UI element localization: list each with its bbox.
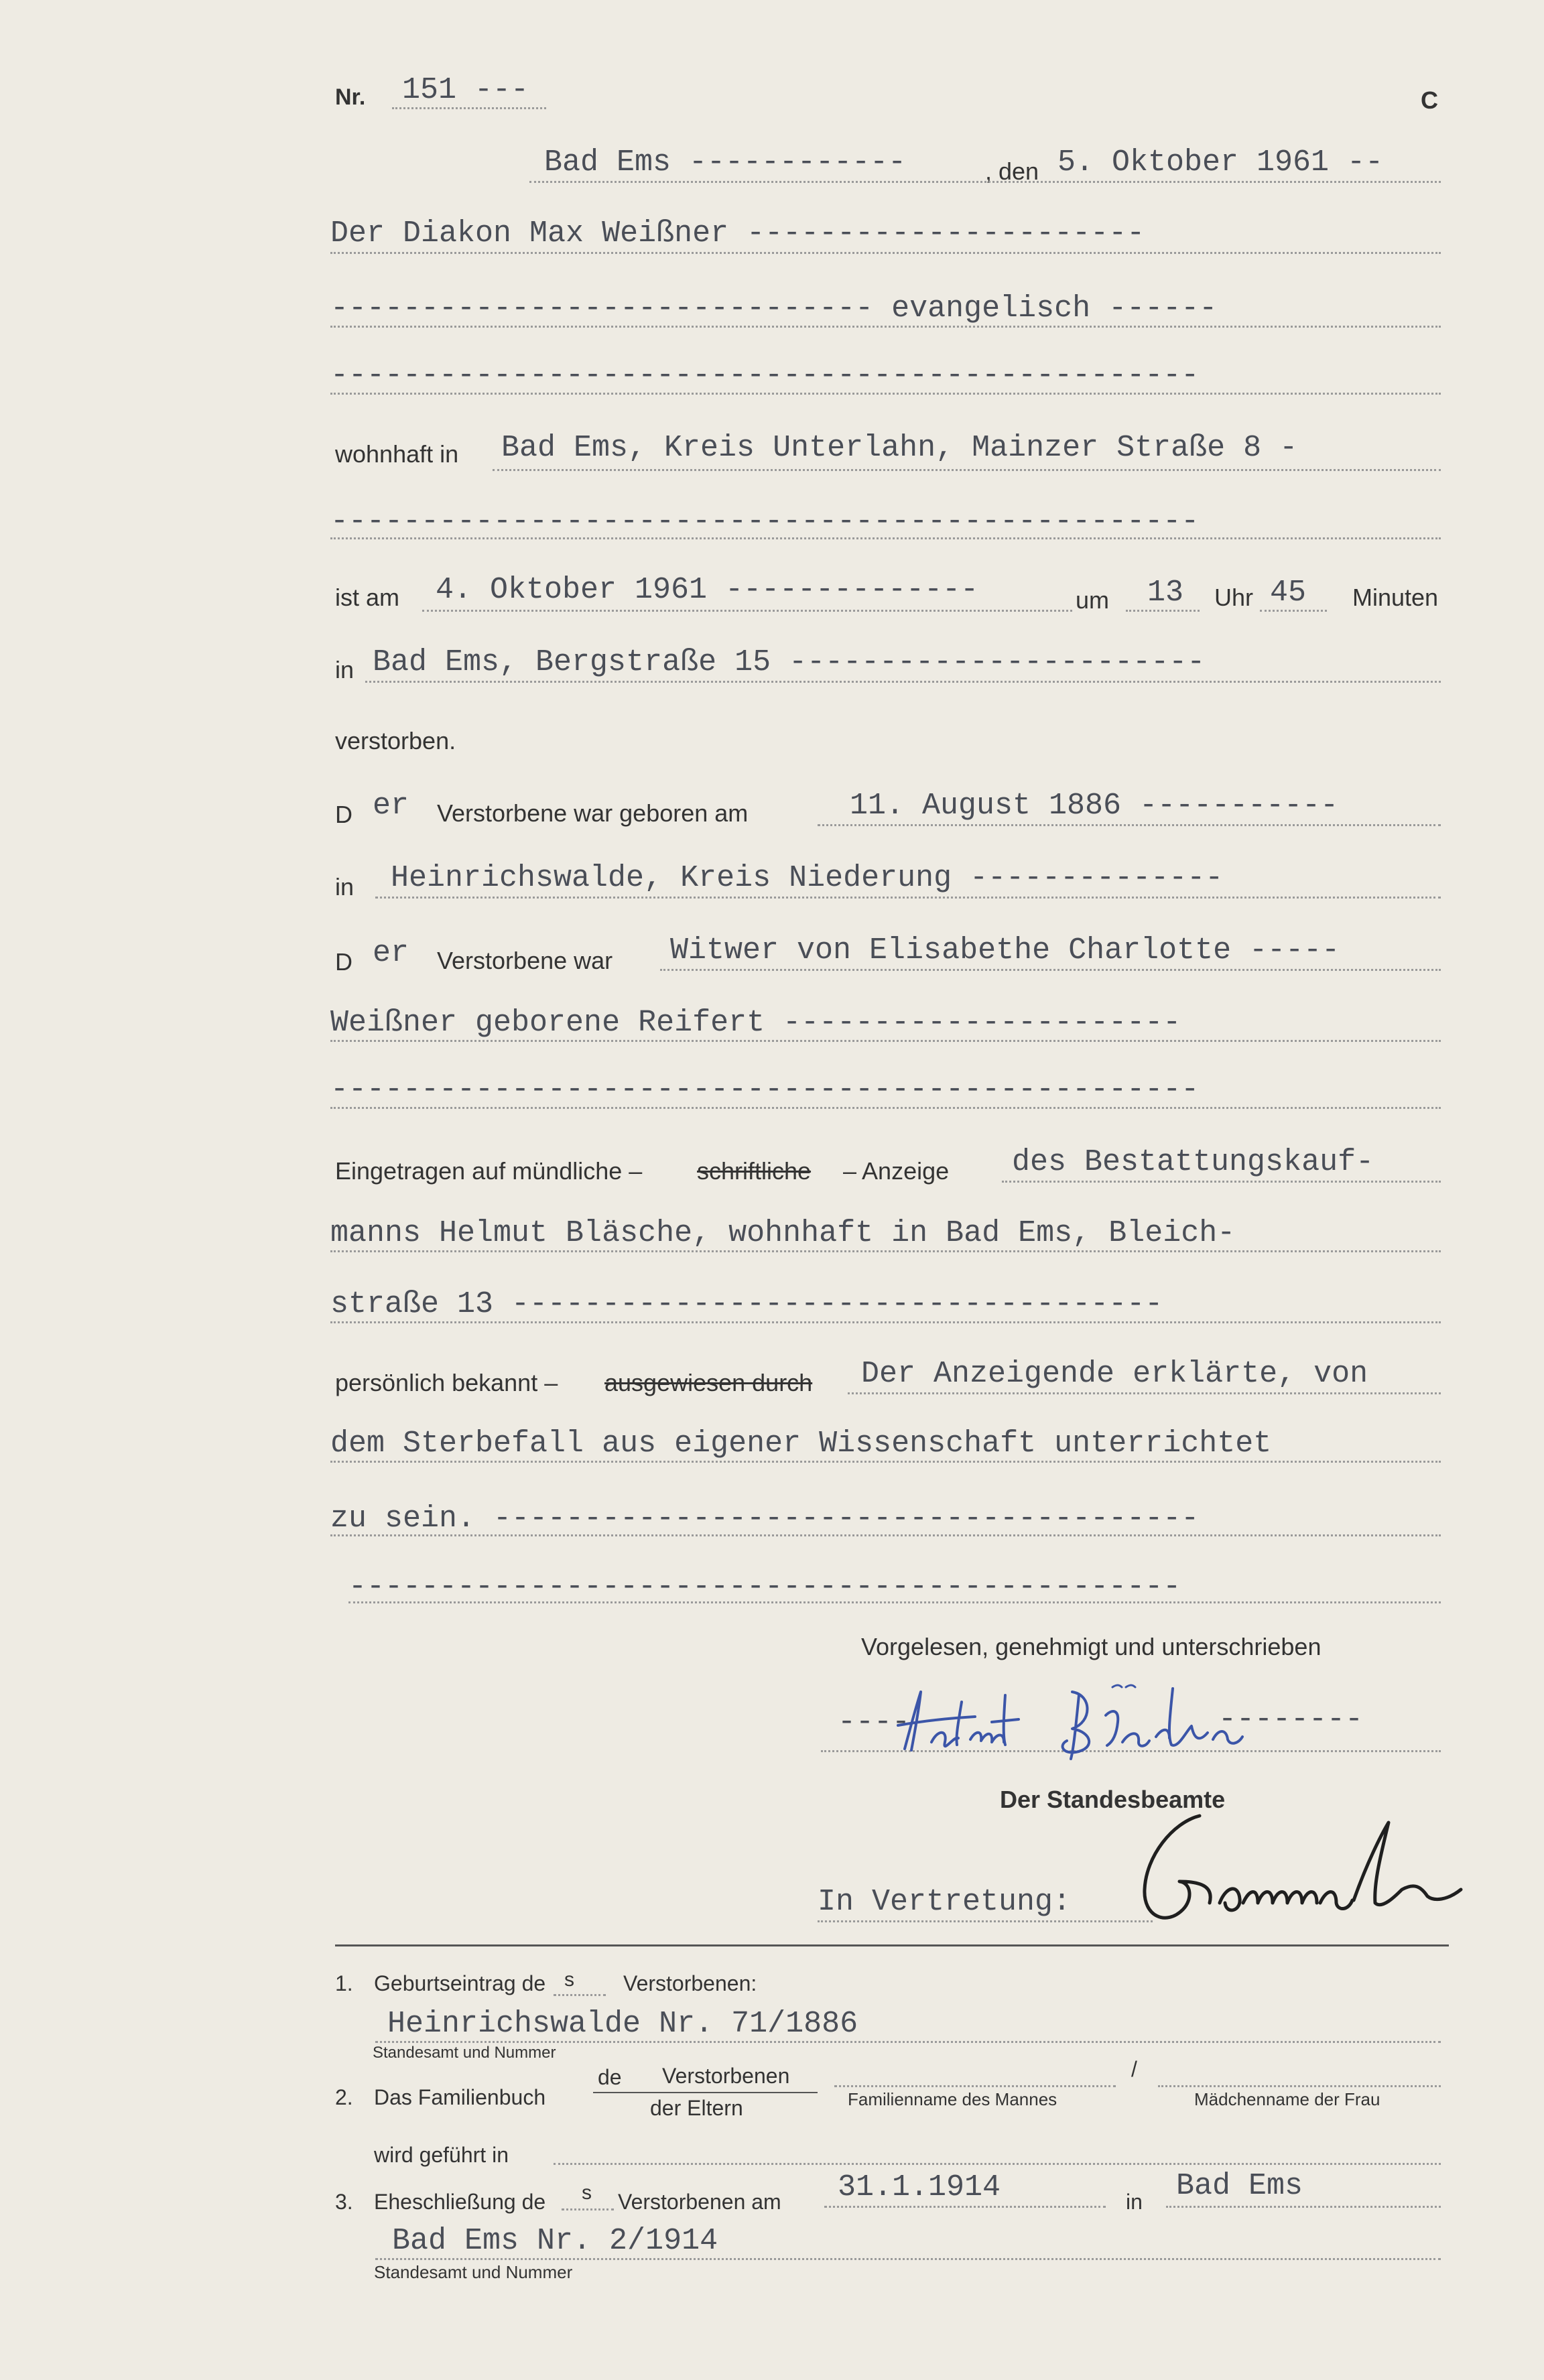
registrar-label: Der Standesbeamte	[1000, 1786, 1226, 1813]
dotline	[848, 1392, 1441, 1394]
identity-label: persönlich bekannt –	[335, 1369, 558, 1396]
dotline	[375, 2258, 1441, 2260]
registration-label2: – Anzeige	[843, 1157, 950, 1185]
uhr-label: Uhr	[1214, 584, 1254, 611]
verstorben-label: verstorben.	[335, 727, 456, 754]
registration-value1: des Bestattungskauf-	[1012, 1145, 1374, 1179]
dotline	[818, 824, 1441, 826]
dotline	[330, 252, 1441, 254]
birth-in-label: in	[335, 873, 355, 901]
dotline	[330, 1250, 1441, 1252]
informant-signature	[891, 1675, 1267, 1762]
dotline	[330, 1107, 1441, 1109]
dotline	[348, 1601, 1441, 1603]
death-place: Bad Ems, Bergstraße 15 -----------------------	[373, 645, 1206, 679]
dotline	[1260, 610, 1327, 612]
birth-date: 11. August 1886 -----------	[850, 789, 1339, 823]
note2-wird: wird geführt in	[374, 2143, 509, 2167]
fraction-bar	[593, 2092, 818, 2093]
declarant-line3: ------------------------------------------------	[330, 358, 1200, 393]
death-hour: 13	[1147, 576, 1184, 610]
note2-slash: /	[1131, 2057, 1137, 2081]
dotline	[824, 2206, 1106, 2208]
read-approved: Vorgelesen, genehmigt und unterschrieben	[861, 1633, 1322, 1660]
identity-value2: dem Sterbefall aus eigener Wissenschaft unterrichtet	[330, 1427, 1272, 1461]
birth-place: Heinrichswalde, Kreis Niederung --------------	[391, 861, 1224, 895]
note3-date: 31.1.1914	[838, 2170, 1001, 2204]
identity-value3: zu sein. ---------------------------------------	[330, 1502, 1200, 1536]
dotline	[1166, 2206, 1441, 2208]
dotline	[330, 1040, 1441, 1042]
death-date: 4. Oktober 1961 --------------	[436, 573, 979, 607]
dotline	[660, 969, 1441, 971]
dotline	[834, 2085, 1116, 2087]
dashes-right: --------	[1218, 1703, 1364, 1737]
dotline	[1158, 2085, 1441, 2087]
nr-value: 151 ---	[402, 73, 529, 107]
note3-value: Bad Ems Nr. 2/1914	[392, 2224, 718, 2258]
registration-value3: straße 13 ------------------------------------	[330, 1287, 1163, 1321]
declarant-line1: Der Diakon Max Weißner ----------------------	[330, 216, 1145, 251]
dotline	[330, 1534, 1441, 1536]
nr-label: Nr.	[335, 84, 366, 110]
dotline	[554, 1994, 606, 1996]
registration-struck: schriftliche	[697, 1157, 812, 1185]
residence-value: Bad Ems, Kreis Unterlahn, Mainzer Straße 8 -	[501, 431, 1298, 465]
note1-caption: Standesamt und Nummer	[373, 2044, 556, 2062]
birth-label: Verstorbene war geboren am	[437, 799, 749, 827]
dotline	[1002, 1181, 1441, 1183]
identity-struck: ausgewiesen durch	[604, 1369, 813, 1396]
dotline	[493, 469, 1441, 471]
place: Bad Ems ------------	[544, 145, 907, 180]
den-label: , den	[985, 157, 1039, 185]
date: 5. Oktober 1961 --	[1057, 145, 1384, 180]
note2-num: 2.	[335, 2085, 353, 2109]
deputy-label: In Vertretung:	[818, 1885, 1072, 1919]
status-line3: ------------------------------------------------	[330, 1073, 1200, 1107]
nr-dotline	[392, 107, 546, 109]
dotline	[1126, 610, 1200, 612]
birth-d: D	[335, 801, 352, 828]
status-label: Verstorbene war	[437, 947, 613, 974]
status-er: er	[373, 936, 409, 970]
note3-caption: Standesamt und Nummer	[374, 2262, 573, 2282]
note3-num: 3.	[335, 2190, 353, 2214]
note3-place: Bad Ems	[1176, 2169, 1303, 2203]
registration-value2: manns Helmut Bläsche, wohnhaft in Bad Ems, Bleich-	[330, 1216, 1236, 1250]
residence-label: wohnhaft in	[335, 440, 459, 468]
dotline	[330, 1461, 1441, 1463]
status-d: D	[335, 948, 352, 976]
identity-line4: ----------------------------------------------	[348, 1570, 1181, 1604]
death-minutes: 45	[1270, 576, 1307, 610]
note2-eltern: der Eltern	[650, 2096, 743, 2120]
note2-label: Das Familienbuch	[374, 2085, 546, 2109]
um-label: um	[1076, 586, 1110, 614]
declarant-line2: ------------------------------ evangelisch ------	[330, 291, 1218, 326]
note1-fill: s	[564, 1969, 574, 1991]
section-divider	[335, 1944, 1449, 1946]
note2-verstorbenen: Verstorbenen	[662, 2064, 790, 2088]
note1-num: 1.	[335, 1971, 353, 1995]
deputy-signature	[1126, 1802, 1474, 1936]
registration-label1: Eingetragen auf mündliche –	[335, 1157, 643, 1185]
note2-husband-caption: Familienname des Mannes	[848, 2089, 1057, 2109]
dotline	[330, 537, 1441, 539]
identity-value1: Der Anzeigende erklärte, von	[861, 1357, 1368, 1391]
dashes-left: ----	[838, 1705, 911, 1739]
note2-de: de	[598, 2065, 622, 2089]
note1-label-b: Verstorbenen:	[623, 1971, 757, 1995]
dotline	[422, 610, 1072, 612]
dotline	[375, 897, 1441, 899]
minuten-label: Minuten	[1352, 584, 1439, 611]
dotline	[365, 681, 1441, 683]
status-line2: Weißner geborene Reifert ----------------------	[330, 1006, 1181, 1040]
death-in-label: in	[335, 656, 355, 683]
dotline	[330, 326, 1441, 328]
note3-label-a: Eheschließung de	[374, 2190, 546, 2214]
note3-fill: s	[582, 2182, 592, 2204]
dotline	[818, 1920, 1153, 1922]
dotline	[330, 1321, 1441, 1323]
dotline	[562, 2208, 614, 2210]
corner-letter: C	[1421, 86, 1438, 114]
ist-am-label: ist am	[335, 584, 400, 611]
note3-in: in	[1126, 2190, 1143, 2214]
dotline	[375, 2041, 1441, 2043]
birth-er: er	[373, 789, 409, 823]
dotline	[554, 2163, 1441, 2165]
dotline	[330, 393, 1441, 395]
note1-value: Heinrichswalde Nr. 71/1886	[387, 2007, 858, 2041]
note2-wife-caption: Mädchenname der Frau	[1194, 2089, 1380, 2109]
dotline	[529, 181, 1441, 183]
status-value: Witwer von Elisabethe Charlotte -----	[670, 933, 1340, 968]
residence-line2: ------------------------------------------------	[330, 505, 1200, 539]
note3-label-b: Verstorbenen am	[618, 2190, 781, 2214]
note1-label-a: Geburtseintrag de	[374, 1971, 546, 1995]
